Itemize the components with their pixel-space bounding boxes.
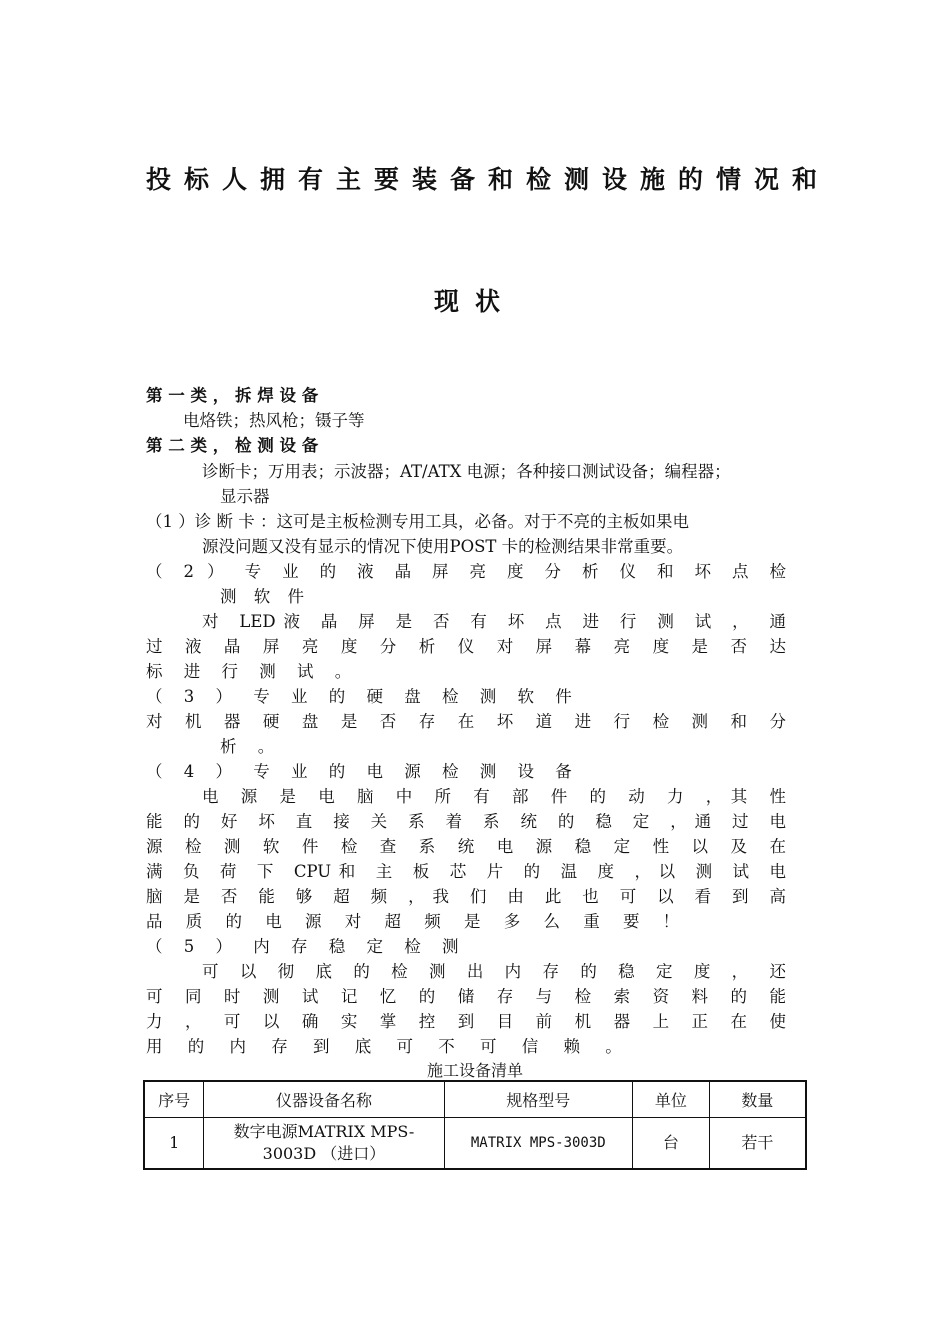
header-name: 仪器设备名称 (204, 1081, 444, 1118)
item-4-body-line-6: 品 质 的 电 源 对 超 频 是 多 么 重 要 ！ (146, 912, 689, 931)
cell-qty: 若干 (709, 1118, 806, 1170)
table-caption: 施工设备清单 (426, 1061, 523, 1080)
table-row (144, 1118, 806, 1170)
item-2-heading: （ 2 ） 专 业 的 液 晶 屏 亮 度 分 析 仪 和 坏 点 检 (146, 562, 786, 581)
table-header-row (144, 1081, 806, 1118)
cell-name-line-2: 3003D （进口） (262, 1144, 386, 1163)
item-4-heading: （ 4 ） 专 业 的 电 源 检 测 设 备 (146, 762, 580, 781)
item-4-body-line-2: 能 的 好 坏 直 接 关 系 着 系 统 的 稳 定 ，通 过 电 (146, 812, 786, 831)
cell-name (204, 1118, 444, 1170)
item-5-body-line-3: 力 ， 可 以 确 实 掌 控 到 目 前 机 器 上 正 在 使 (146, 1012, 786, 1031)
header-model: 规格型号 (444, 1081, 632, 1118)
item-5-heading: （ 5 ） 内 存 稳 定 检 测 (146, 937, 467, 956)
header-no: 序号 (144, 1081, 204, 1118)
cell-unit: 台 (633, 1118, 710, 1170)
item-4-body-line-1: 电 源 是 电 脑 中 所 有 部 件 的 动 力 ，其 性 (202, 787, 786, 806)
item-2-body-line-2: 过 液 晶 屏 亮 度 分 析 仪 对 屏 幕 亮 度 是 否 达 (146, 637, 786, 656)
category-2-heading: 第 二 类 ， 检 测 设 备 (146, 436, 319, 455)
item-5-body-line-2: 可 同 时 测 试 记 忆 的 储 存 与 检 索 资 料 的 能 (146, 987, 786, 1006)
item-5-body-line-1: 可 以 彻 底 的 检 测 出 内 存 的 稳 定 度 ， 还 (202, 962, 786, 981)
item-1-line-1: （1 ）诊 断 卡 ：这可是主板检测专用工具，必备。对于不亮的主板如果电 (146, 512, 689, 531)
category-1-heading: 第 一 类 ， 拆 焊 设 备 (146, 386, 319, 405)
equipment-table (143, 1080, 807, 1170)
item-3-body-line-1: 对 机 器 硬 盘 是 否 存 在 坏 道 进 行 检 测 和 分 (146, 712, 786, 731)
item-3-heading: （ 3 ） 专 业 的 硬 盘 检 测 软 件 (146, 687, 580, 706)
header-qty: 数量 (709, 1081, 806, 1118)
page-title-line-1: 投标人拥有主要装备和检测设施的情况和 (146, 165, 831, 194)
item-4-body-line-5: 脑 是 否 能 够 超 频 ，我 们 由 此 也 可 以 看 到 高 (146, 887, 786, 906)
category-2-items-line-1: 诊断卡；万用表；示波器；AT/ATX 电源；各种接口测试设备；编程器； (202, 462, 731, 481)
item-4-body-line-3: 源 检 测 软 件 检 查 系 统 电 源 稳 定 性 以 及 在 (146, 837, 786, 856)
item-2-body-line-3: 标 进 行 测 试 。 (146, 662, 360, 681)
item-2-heading-cont: 测 软 件 (220, 587, 310, 606)
item-2-body-line-1: 对 LED液 晶 屏 是 否 有 坏 点 进 行 测 试 ， 通 (202, 612, 786, 631)
item-5-body-line-4: 用 的 内 存 到 底 可 不 可 信 赖 。 (146, 1037, 632, 1056)
header-unit: 单位 (633, 1081, 710, 1118)
cell-no: 1 (144, 1118, 204, 1170)
page-title-line-2: 现状 (433, 287, 516, 316)
item-1-line-2: 源没问题又没有显示的情况下使用POST 卡的检测结果非常重要。 (202, 537, 684, 556)
cell-name-line-1: 数字电源MATRIX MPS- (233, 1122, 415, 1141)
item-4-body-line-4: 满 负 荷 下 CPU和 主 板 芯 片 的 温 度 ，以 测 试 电 (146, 862, 786, 881)
cell-model: MATRIX MPS-3003D (444, 1118, 632, 1170)
category-2-items-line-2: 显示器 (220, 487, 270, 506)
item-3-body-line-2: 析 。 (220, 737, 283, 756)
category-1-items: 电烙铁；热风枪；镊子等 (183, 411, 365, 430)
